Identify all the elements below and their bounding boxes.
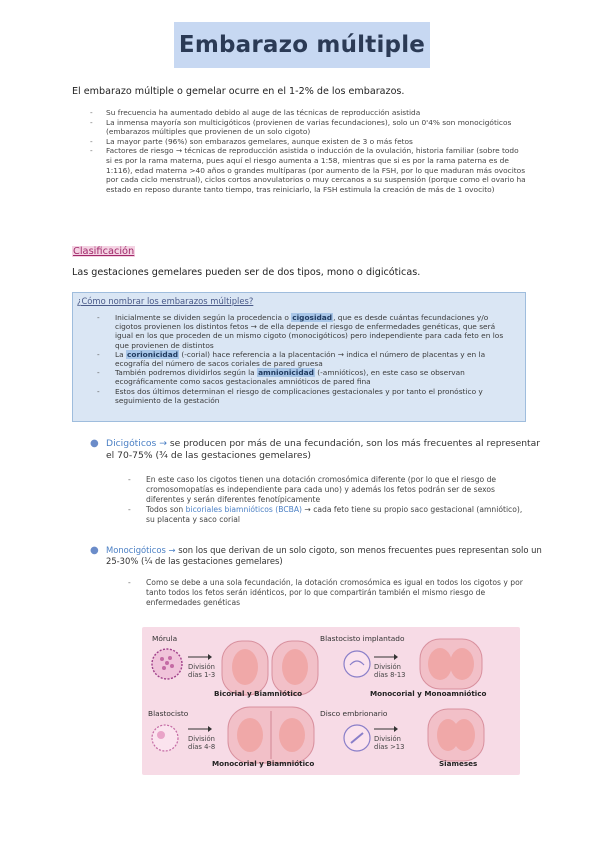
monocigoticos-bullet: ● Monocigóticos → son los que derivan de un solo cigoto, son menos frecuentes pues representan solo un 25-30% (¼ de las gestaciones gemelares) xyxy=(90,545,542,566)
title-box xyxy=(174,22,430,68)
facts-list xyxy=(106,108,526,194)
list-item: - Su frecuencia ha aumentado debido al auge de las técnicas de reproducción asistida xyxy=(106,108,526,118)
monocigoticos-key: Monocigóticos → xyxy=(106,545,176,555)
highlight-term: corionicidad xyxy=(127,349,178,359)
implanted-blastocyst-icon xyxy=(342,649,372,679)
bullet-dot-icon: ● xyxy=(90,438,99,449)
arrow-icon xyxy=(374,725,398,733)
list-item: - En este caso los cigotos tienen una dotación cromosómica diferente (por lo que el riesgo de cromosomopatías es independiente para cada uno) y además los fetos podrán ser de sexos diferentes y serán diferentes fenotípicamente xyxy=(146,475,526,505)
bcba-term: bicoriales biamnióticos (BCBA) xyxy=(185,505,302,514)
list-item: - Factores de riesgo → técnicas de reproducción asistida o inducción de la ovulación, historia familiar (sobre todo si es por la rama materna, pues aquí el riesgo aumenta a 1:58, mientras que si es por la rama paterna es de 1:116), edad materna >40 años o grandes multíparas (por aumento de la FSH, por lo que maduran más ovocitos por cada ciclo menstrual), ciclos cortos anovulatorios o muy cercanos a su suspensión (porque como el ovario ha estado en reposo durante tanto tiempo, tras reiniciarlo, la FSH estimula la creación de más de 1 ovocito) xyxy=(106,146,526,194)
classification-lead: Las gestaciones gemelares pueden ser de dos tipos, mono o digicóticas. xyxy=(72,267,421,278)
stage-label: Blastocisto xyxy=(148,709,189,718)
dicigoticos-bullet: ● Dicigóticos → se producen por más de una fecundación, son los más frecuentes al representar el 70-75% (¾ de las gestaciones gemelares) xyxy=(90,438,541,461)
blastocyst-icon xyxy=(150,723,180,753)
bullet-dot-icon: ● xyxy=(90,545,99,556)
embryonic-disc-icon xyxy=(342,723,372,753)
figure-caption: Monocorial y Monoamniótico xyxy=(370,689,487,698)
figure-caption: Monocorial y Biamniótico xyxy=(212,759,315,768)
morula-icon xyxy=(150,647,184,681)
twinning-diagram: Mórula División días 1-3 Bicorial y Biamniótico Blastocisto implantado División días 8-13 Monocorial y Monoamniótico Blastocisto División días 4-8 Monocorial y Biamniótico Disco embrionario División días >13 Siameses xyxy=(142,627,520,775)
conjoined-twins-icon xyxy=(426,707,486,763)
monoamniotic-twins-icon xyxy=(418,637,484,691)
dicigoticos-key: Dicigóticos → xyxy=(106,438,167,449)
list-item: - Inicialmente se dividen según la procedencia o cigosidad, que es desde cuántas fecundaciones y/o cigotos provienen los distintos fetos → de ella depende el riesgo de enfermedades genéticas, que será igual en los que proceden de un mismo cigoto (monocigóticos) pero independiente para cada feto en los que provienen de distintos xyxy=(115,313,515,350)
monocorial-biamniotic-twins-icon xyxy=(226,705,316,765)
stage-label: Blastocisto implantado xyxy=(320,634,405,643)
naming-callout xyxy=(72,292,526,422)
list-item: - La inmensa mayoría son multicigóticos (provienen de varias fecundaciones), solo un 0'4% son monocigóticos (embarazos múltiples que provienen de un solo cigoto) xyxy=(106,118,526,137)
arrow-icon xyxy=(188,725,212,733)
monocigoticos-sublist xyxy=(146,578,526,608)
callout-list xyxy=(115,313,515,405)
list-item: - La corionicidad (-corial) hace referencia a la placentación → indica el número de placentas y en la ecografía del número de sacos coriales de pared gruesa xyxy=(115,350,515,368)
highlight-term: cigosidad xyxy=(292,313,333,322)
page-title: Embarazo múltiple xyxy=(178,32,426,58)
stage-label: Disco embrionario xyxy=(320,709,388,718)
list-item: - Todos son bicoriales biamnióticos (BCBA) → cada feto tiene su propio saco gestacional (amniótico), su placenta y saco corial xyxy=(146,505,526,525)
callout-title: ¿Cómo nombrar los embarazos múltiples? xyxy=(77,296,254,306)
list-item: - La mayor parte (96%) son embarazos gemelares, aunque existen de 3 o más fetos xyxy=(106,137,526,147)
intro-text: El embarazo múltiple o gemelar ocurre en el 1-2% de los embarazos. xyxy=(72,86,405,97)
list-item: - También podremos dividirlos según la amnionicidad (-amnióticos), en este caso se observan ecográficamente como sacos gestacionales amnióticos de pared fina xyxy=(115,368,515,386)
list-item: - Como se debe a una sola fecundación, la dotación cromosómica es igual en todos los cigotos y por tanto todos los fetos serán idénticos, por lo que compartirán también el mismo riesgo de enfermedades genéticas xyxy=(146,578,526,608)
classification-heading: Clasificación xyxy=(73,246,135,257)
figure-caption: Bicorial y Biamniótico xyxy=(214,689,303,698)
dicigoticos-sublist xyxy=(146,475,526,525)
figure-caption: Siameses xyxy=(439,759,478,768)
stage-label: Mórula xyxy=(152,634,178,643)
list-item: - Estos dos últimos determinan el riesgo de complicaciones gestacionales y por tanto el pronóstico y seguimiento de la gestación xyxy=(115,387,515,405)
arrow-icon xyxy=(188,653,212,661)
arrow-icon xyxy=(374,653,398,661)
highlight-term: amnionicidad xyxy=(258,368,314,378)
